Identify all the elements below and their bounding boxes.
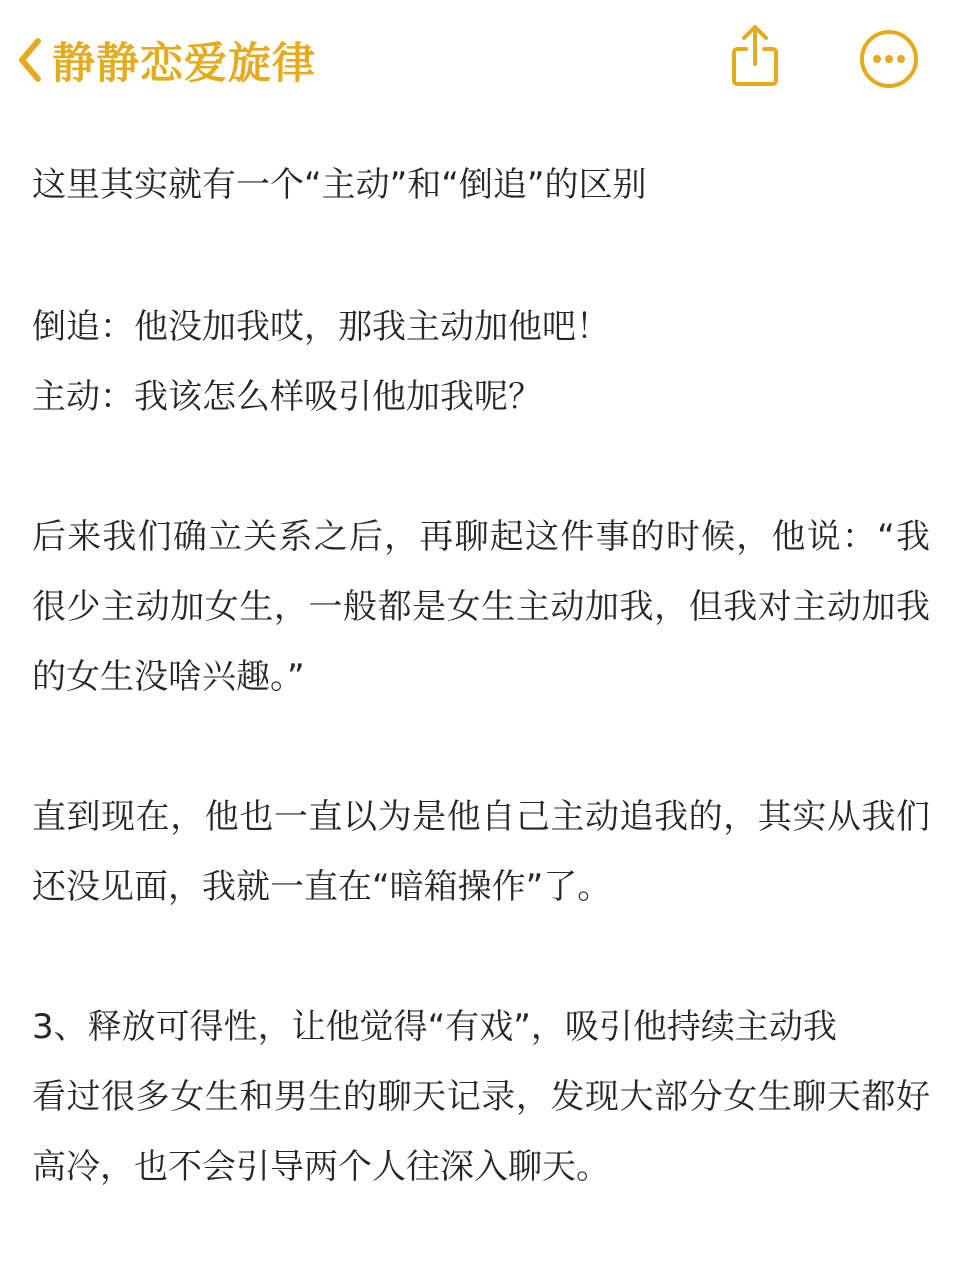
blank-line [32,922,930,992]
back-button[interactable] [14,22,316,98]
note-paragraph: 看过很多女生和男生的聊天记录，发现大部分女生聊天都好高冷，也不会引导两个人往深入聊天。 [32,1077,930,1187]
note-folder-title: 静静恋爱旋律 [52,38,316,89]
note-paragraph: 直到现在，他也一直以为是他自己主动追我的，其实从我们还没见面，我就一直在“暗箱操作”了。 [32,797,930,907]
share-button[interactable] [722,22,788,88]
note-paragraph: 倒追：他没加我哎，那我主动加他吧！ [32,307,610,347]
blank-line [32,432,930,502]
more-icon [858,75,920,94]
note-paragraph: 这里其实就有一个“主动”和“倒追”的区别 [32,165,647,205]
more-button[interactable] [858,28,920,90]
navigation-bar [0,0,960,120]
note-paragraph: 3、释放可得性，让他觉得“有戏”，吸引他持续主动我 [32,1007,837,1047]
blank-line [32,220,930,292]
share-icon [722,73,788,92]
note-body[interactable] [32,150,930,1202]
note-paragraph: 后来我们确立关系之后，再聊起这件事的时候，他说：“我很少主动加女生，一般都是女生主动加我，但我对主动加我的女生没啥兴趣。” [32,517,930,697]
chevron-left-icon [14,35,46,85]
note-paragraph: 主动：我该怎么样吸引他加我呢？ [32,377,542,417]
blank-line [32,712,930,782]
